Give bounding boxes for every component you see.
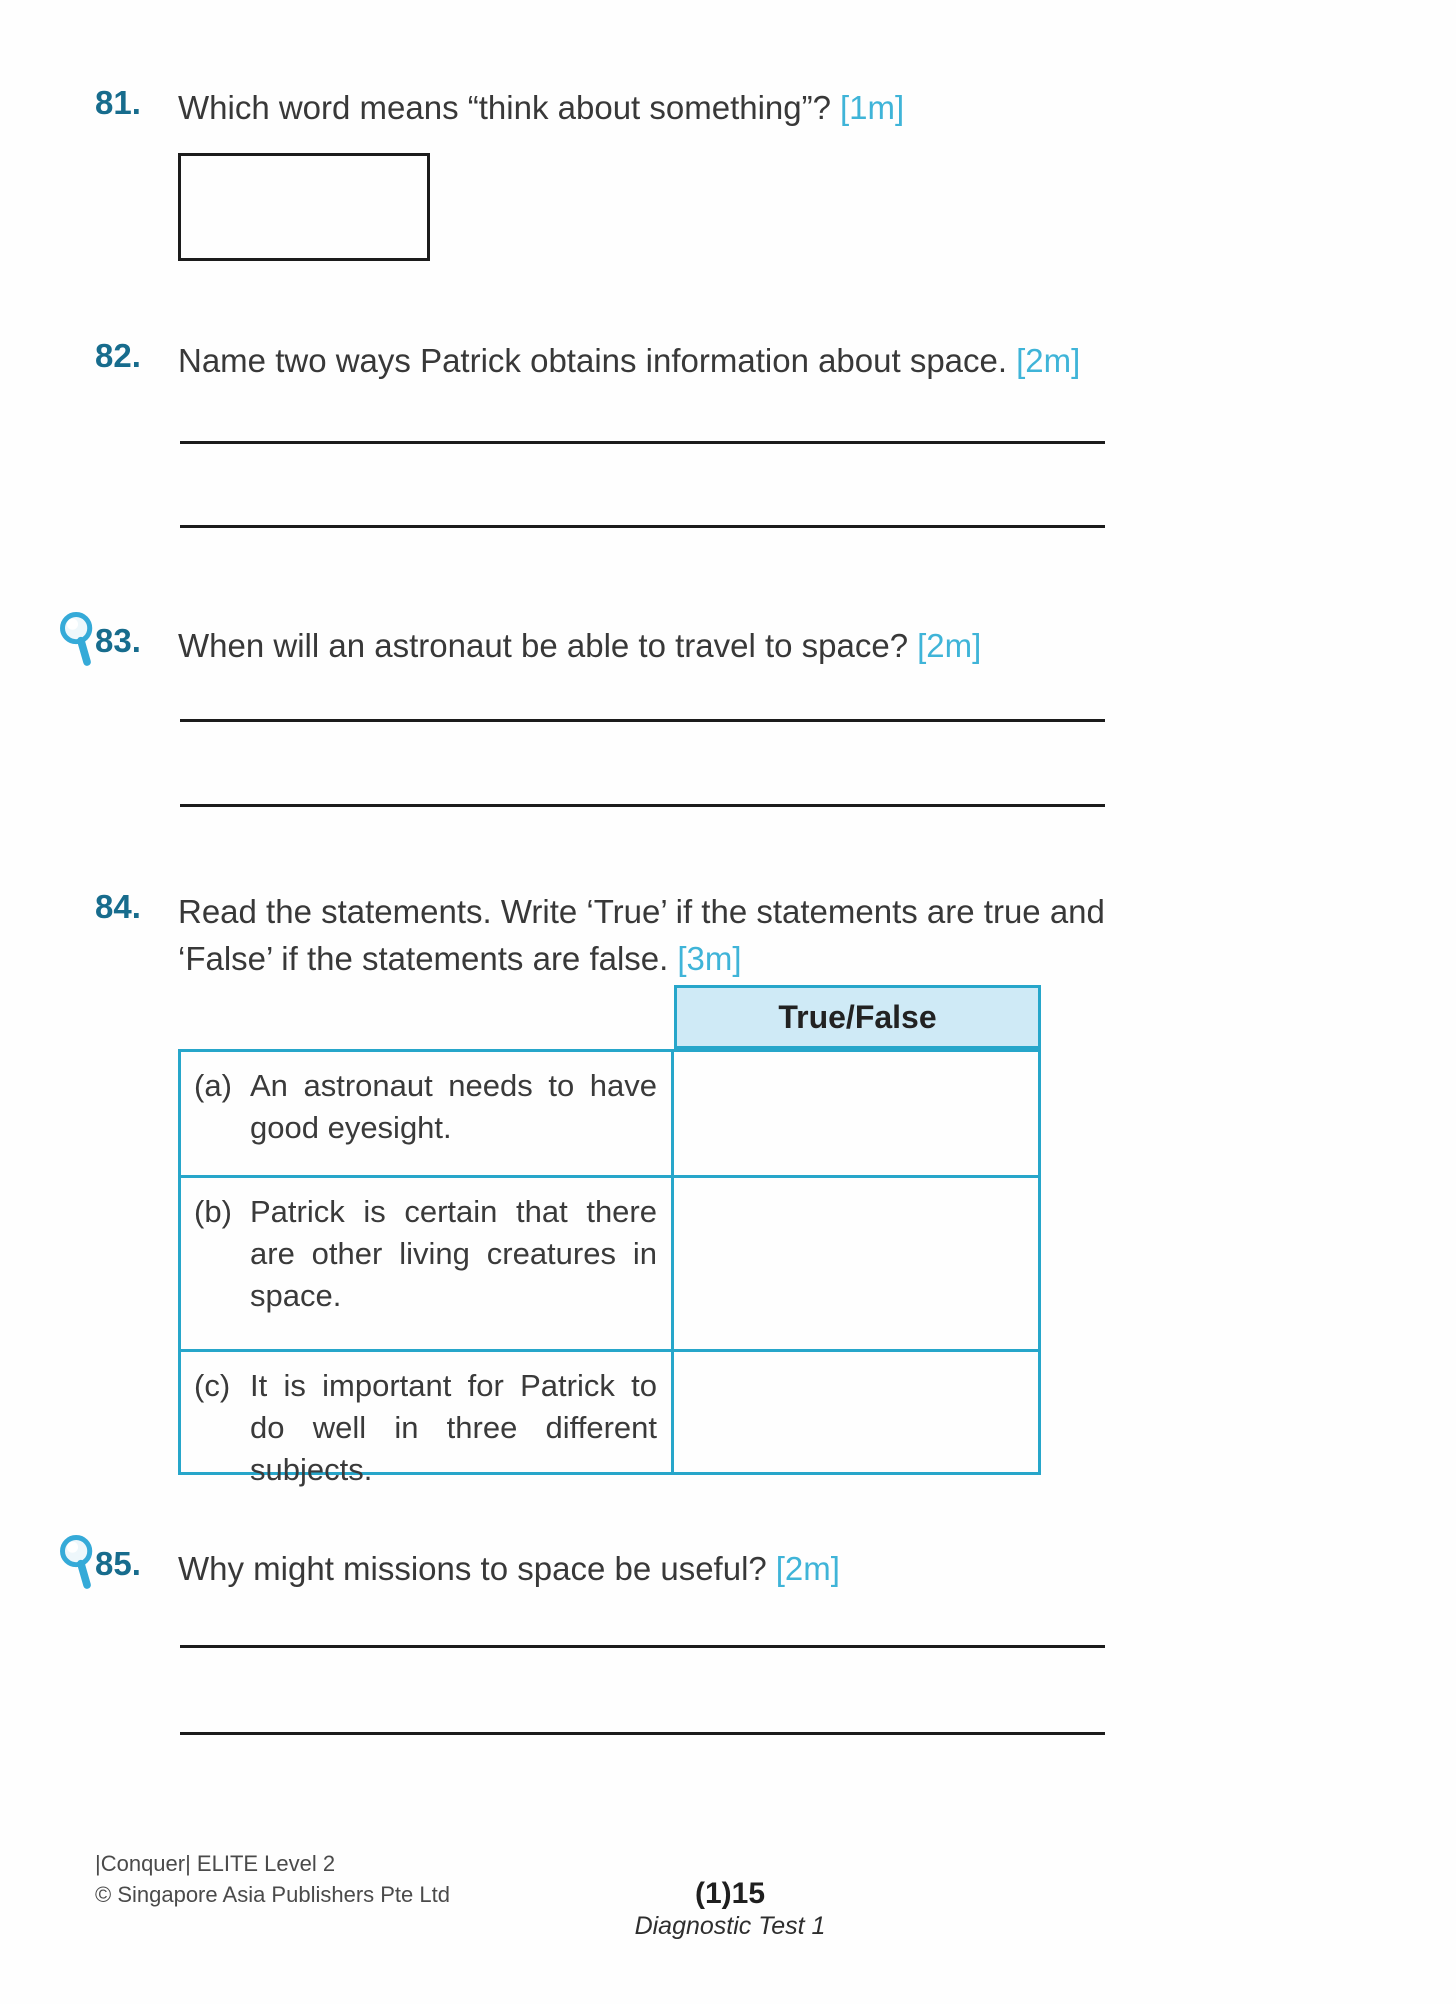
question-text: [178, 888, 1105, 982]
question-text-content: Which word means “think about something”?: [178, 89, 831, 126]
answer-box[interactable]: [178, 153, 430, 261]
footer-series: |Conquer| ELITE Level 2: [95, 1851, 336, 1876]
true-false-answer-cell[interactable]: [674, 1352, 1038, 1472]
footer-imprint: [95, 1848, 450, 1910]
question-number: 85.: [95, 1545, 141, 1582]
marks-badge: [1m]: [839, 89, 905, 126]
table-row: [181, 1349, 1038, 1487]
table-header-label: True/False: [778, 998, 937, 1035]
marks-badge: [2m]: [775, 1550, 840, 1587]
question-text: [178, 337, 1080, 384]
question-text-line2: ‘False’ if the statements are false.: [178, 940, 669, 977]
table-row: [181, 1052, 1038, 1175]
question-text: [178, 622, 981, 669]
marks-badge: [3m]: [677, 940, 742, 977]
true-false-answer-cell[interactable]: [674, 1052, 1038, 1175]
footer-copyright: © Singapore Asia Publishers Pte Ltd: [95, 1882, 450, 1907]
question-text: [178, 1545, 840, 1592]
answer-line[interactable]: [180, 1732, 1105, 1735]
statement-cell: [181, 1052, 674, 1175]
statement-label: (b): [194, 1194, 232, 1229]
question-text-content: Why might missions to space be useful?: [178, 1550, 767, 1587]
question-number: 81.: [95, 84, 141, 121]
statement-text: Patrick is certain that there are other living creatures in space.: [250, 1194, 657, 1313]
question-text-line1: Read the statements. Write ‘True’ if the statements are true and: [178, 893, 1105, 930]
answer-line[interactable]: [180, 525, 1105, 528]
question-number: 82.: [95, 337, 141, 374]
question-text: [178, 84, 904, 131]
question-text-content: When will an astronaut be able to travel to space?: [178, 627, 909, 664]
answer-line[interactable]: [180, 804, 1105, 807]
page-number: (1)15: [694, 1877, 766, 1910]
statement-text: It is important for Patrick to do well in three different subjects.: [250, 1368, 657, 1487]
table-row: [181, 1175, 1038, 1349]
table-header-true-false: [674, 985, 1041, 1049]
statement-label: (a): [194, 1068, 232, 1103]
question-text-content: Name two ways Patrick obtains information about space.: [178, 342, 1008, 379]
statement-cell: [181, 1178, 674, 1349]
statement-label: (c): [194, 1368, 231, 1403]
statement-text: An astronaut needs to have good eyesight.: [250, 1068, 657, 1145]
test-name: Diagnostic Test 1: [634, 1912, 826, 1940]
true-false-table: [178, 1049, 1041, 1487]
question-number: 84.: [95, 888, 141, 925]
marks-badge: [2m]: [917, 627, 982, 664]
true-false-answer-cell[interactable]: [674, 1178, 1038, 1349]
answer-line[interactable]: [180, 441, 1105, 444]
footer-page-info: [530, 1878, 930, 1942]
statement-cell: [181, 1352, 674, 1487]
question-number: 83.: [95, 622, 141, 659]
answer-line[interactable]: [180, 719, 1105, 722]
answer-line[interactable]: [180, 1645, 1105, 1648]
marks-badge: [2m]: [1016, 342, 1081, 379]
